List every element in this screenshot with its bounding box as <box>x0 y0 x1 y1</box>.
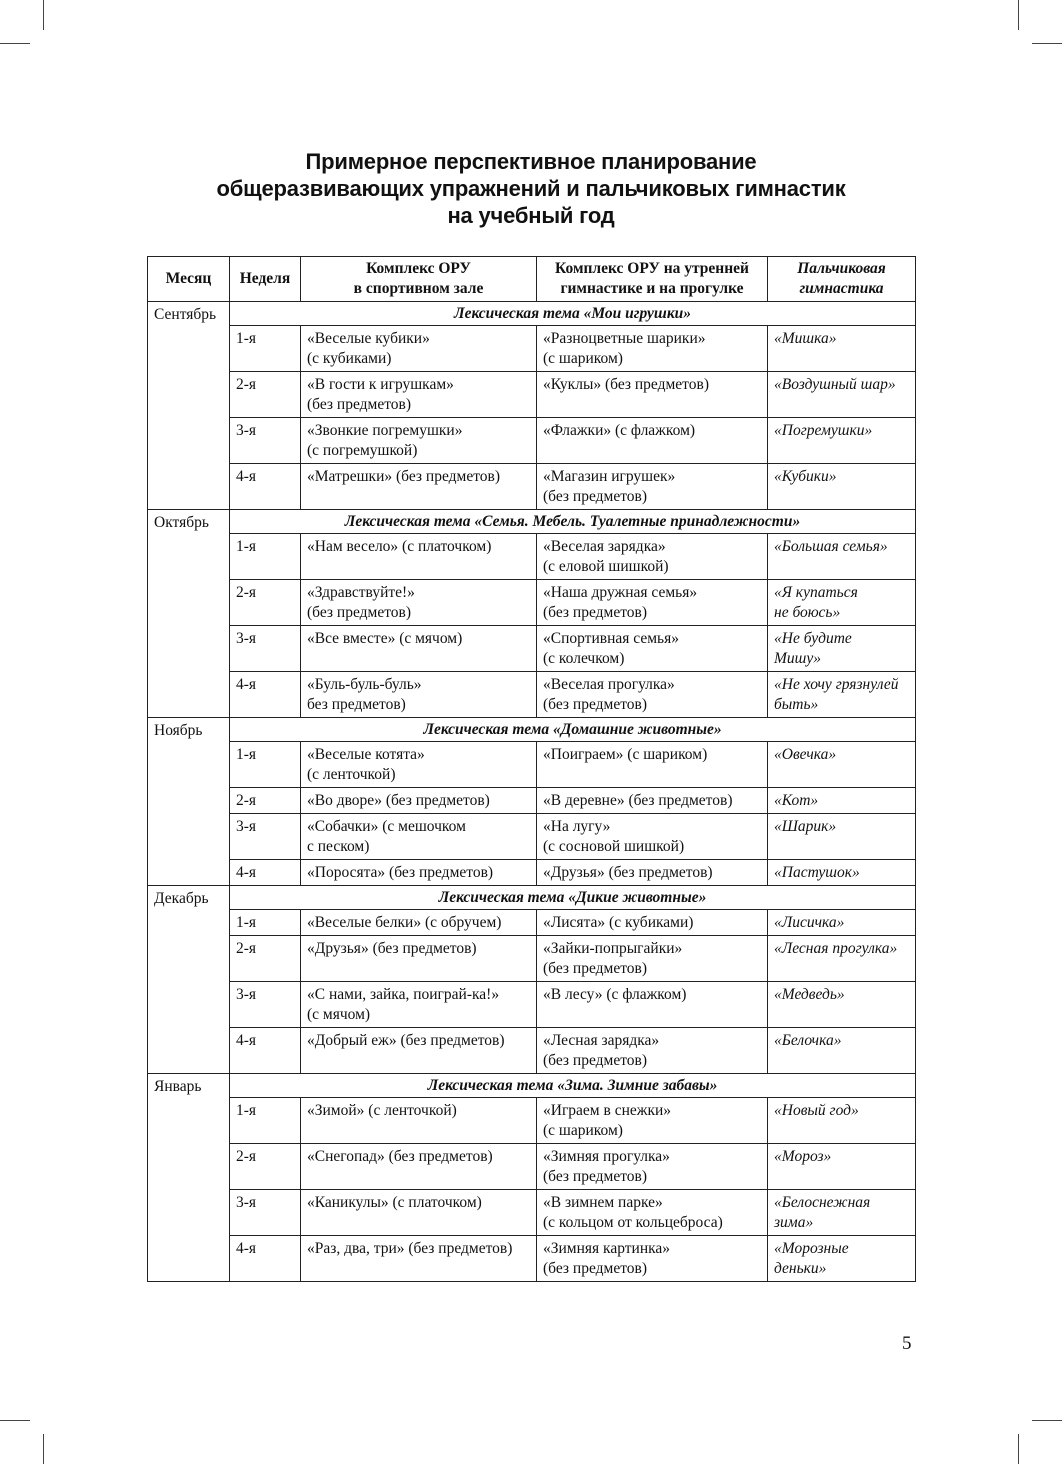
finger-gymnastics-cell: «Белочка» <box>768 1028 916 1074</box>
morning-complex-cell: «Наша дружная семья» (без предметов) <box>537 580 768 626</box>
header-morning-complex: Комплекс ОРУ на утренней гимнастике и на прогулке <box>537 257 768 302</box>
theme-row <box>148 510 916 534</box>
week-cell: 1-я <box>230 742 301 788</box>
crop-mark <box>0 1420 30 1421</box>
week-cell: 3-я <box>230 982 301 1028</box>
finger-gymnastics-cell: «Я купаться не боюсь» <box>768 580 916 626</box>
gym-complex-cell: «Нам весело» (с платочком) <box>301 534 537 580</box>
finger-gymnastics-cell: «Не хочу грязнулей быть» <box>768 672 916 718</box>
morning-complex-cell: «Друзья» (без предметов) <box>537 860 768 886</box>
gym-complex-cell: «Все вместе» (с мячом) <box>301 626 537 672</box>
theme-row <box>148 302 916 326</box>
table-row <box>148 814 916 860</box>
morning-complex-cell: «Веселая прогулка» (без предметов) <box>537 672 768 718</box>
morning-complex-cell: «Магазин игрушек» (без предметов) <box>537 464 768 510</box>
week-cell: 1-я <box>230 1098 301 1144</box>
table-row <box>148 982 916 1028</box>
title-line-2: общеразвивающих упражнений и пальчиковых гимнастик <box>216 176 846 201</box>
week-cell: 4-я <box>230 1028 301 1074</box>
morning-complex-cell: «Лисята» (с кубиками) <box>537 910 768 936</box>
planning-table <box>147 256 916 1282</box>
week-cell: 2-я <box>230 580 301 626</box>
lexical-theme: Лексическая тема «Семья. Мебель. Туалетные принадлежности» <box>230 510 916 534</box>
header-gym-complex: Комплекс ОРУ в спортивном зале <box>301 257 537 302</box>
finger-gymnastics-cell: «Воздушный шар» <box>768 372 916 418</box>
finger-gymnastics-cell: «Пастушок» <box>768 860 916 886</box>
week-cell: 3-я <box>230 626 301 672</box>
gym-complex-cell: «Снегопад» (без предметов) <box>301 1144 537 1190</box>
table-row <box>148 372 916 418</box>
week-cell: 3-я <box>230 1190 301 1236</box>
table-row <box>148 418 916 464</box>
morning-complex-cell: «Спортивная семья» (с колечком) <box>537 626 768 672</box>
theme-row <box>148 1074 916 1098</box>
morning-complex-cell: «Куклы» (без предметов) <box>537 372 768 418</box>
morning-complex-cell: «В деревне» (без предметов) <box>537 788 768 814</box>
morning-complex-cell: «Зимняя картинка» (без предметов) <box>537 1236 768 1282</box>
morning-complex-cell: «Поиграем» (с шариком) <box>537 742 768 788</box>
morning-complex-cell: «В зимнем парке» (с кольцом от кольцеброса) <box>537 1190 768 1236</box>
gym-complex-cell: «С нами, зайка, поиграй-ка!» (с мячом) <box>301 982 537 1028</box>
table-row <box>148 742 916 788</box>
week-cell: 1-я <box>230 534 301 580</box>
morning-complex-cell: «В лесу» (с флажком) <box>537 982 768 1028</box>
lexical-theme: Лексическая тема «Домашние животные» <box>230 718 916 742</box>
gym-complex-cell: «Веселые кубики» (с кубиками) <box>301 326 537 372</box>
finger-gymnastics-cell: «Медведь» <box>768 982 916 1028</box>
gym-complex-cell: «Во дворе» (без предметов) <box>301 788 537 814</box>
week-cell: 1-я <box>230 326 301 372</box>
table-row <box>148 464 916 510</box>
crop-mark <box>1018 0 1019 30</box>
table-header-row <box>148 257 916 302</box>
month-cell: Октябрь <box>148 510 230 718</box>
week-cell: 2-я <box>230 372 301 418</box>
header-finger-gymnastics: Пальчиковая гимнастика <box>768 257 916 302</box>
finger-gymnastics-cell: «Шарик» <box>768 814 916 860</box>
gym-complex-cell: «Друзья» (без предметов) <box>301 936 537 982</box>
gym-complex-cell: «Матрешки» (без предметов) <box>301 464 537 510</box>
crop-mark <box>43 0 44 30</box>
morning-complex-cell: «Флажки» (с флажком) <box>537 418 768 464</box>
week-cell: 4-я <box>230 464 301 510</box>
finger-gymnastics-cell: «Лесная прогулка» <box>768 936 916 982</box>
morning-complex-cell: «Зимняя прогулка» (без предметов) <box>537 1144 768 1190</box>
gym-complex-cell: «Собачки» (с мешочком с песком) <box>301 814 537 860</box>
gym-complex-cell: «Веселые котята» (с ленточкой) <box>301 742 537 788</box>
finger-gymnastics-cell: «Овечка» <box>768 742 916 788</box>
gym-complex-cell: «Раз, два, три» (без предметов) <box>301 1236 537 1282</box>
page-number: 5 <box>902 1333 912 1354</box>
finger-gymnastics-cell: «Кубики» <box>768 464 916 510</box>
table-row <box>148 910 916 936</box>
finger-gymnastics-cell: «Мишка» <box>768 326 916 372</box>
lexical-theme: Лексическая тема «Зима. Зимние забавы» <box>230 1074 916 1098</box>
table-row <box>148 1236 916 1282</box>
table-row <box>148 1098 916 1144</box>
table-row <box>148 1028 916 1074</box>
table-row <box>148 1190 916 1236</box>
finger-gymnastics-cell: «Новый год» <box>768 1098 916 1144</box>
morning-complex-cell: «Разноцветные шарики» (с шариком) <box>537 326 768 372</box>
morning-complex-cell: «На лугу» (с сосновой шишкой) <box>537 814 768 860</box>
gym-complex-cell: «Буль-буль-буль» без предметов) <box>301 672 537 718</box>
gym-complex-cell: «Звонкие погремушки» (с погремушкой) <box>301 418 537 464</box>
theme-row <box>148 718 916 742</box>
table-row <box>148 326 916 372</box>
finger-gymnastics-cell: «Лисичка» <box>768 910 916 936</box>
table-row <box>148 626 916 672</box>
week-cell: 3-я <box>230 814 301 860</box>
week-cell: 1-я <box>230 910 301 936</box>
morning-complex-cell: «Играем в снежки» (с шариком) <box>537 1098 768 1144</box>
month-cell: Сентябрь <box>148 302 230 510</box>
crop-mark <box>43 1434 44 1464</box>
week-cell: 4-я <box>230 1236 301 1282</box>
week-cell: 2-я <box>230 788 301 814</box>
table-row <box>148 580 916 626</box>
table-row <box>148 936 916 982</box>
header-week: Неделя <box>230 257 301 302</box>
week-cell: 2-я <box>230 1144 301 1190</box>
table-row <box>148 1144 916 1190</box>
finger-gymnastics-cell: «Белоснежная зима» <box>768 1190 916 1236</box>
week-cell: 4-я <box>230 860 301 886</box>
gym-complex-cell: «Каникулы» (с платочком) <box>301 1190 537 1236</box>
gym-complex-cell: «Добрый еж» (без предметов) <box>301 1028 537 1074</box>
week-cell: 4-я <box>230 672 301 718</box>
month-cell: Январь <box>148 1074 230 1282</box>
lexical-theme: Лексическая тема «Мои игрушки» <box>230 302 916 326</box>
title-line-3: на учебный год <box>447 203 615 228</box>
morning-complex-cell: «Лесная зарядка» (без предметов) <box>537 1028 768 1074</box>
theme-row <box>148 886 916 910</box>
gym-complex-cell: «Зимой» (с ленточкой) <box>301 1098 537 1144</box>
gym-complex-cell: «В гости к игрушкам» (без предметов) <box>301 372 537 418</box>
table-row <box>148 534 916 580</box>
week-cell: 2-я <box>230 936 301 982</box>
week-cell: 3-я <box>230 418 301 464</box>
table-body <box>148 302 916 1282</box>
crop-mark <box>1018 1434 1019 1464</box>
header-month: Месяц <box>148 257 230 302</box>
finger-gymnastics-cell: «Не будите Мишу» <box>768 626 916 672</box>
gym-complex-cell: «Здравствуйте!» (без предметов) <box>301 580 537 626</box>
crop-mark <box>0 43 30 44</box>
page-title <box>0 148 1062 229</box>
crop-mark <box>1032 1420 1062 1421</box>
table-row <box>148 860 916 886</box>
finger-gymnastics-cell: «Кот» <box>768 788 916 814</box>
finger-gymnastics-cell: «Морозные деньки» <box>768 1236 916 1282</box>
finger-gymnastics-cell: «Большая семья» <box>768 534 916 580</box>
finger-gymnastics-cell: «Погремушки» <box>768 418 916 464</box>
table-row <box>148 788 916 814</box>
morning-complex-cell: «Зайки-попрыгайки» (без предметов) <box>537 936 768 982</box>
month-cell: Ноябрь <box>148 718 230 886</box>
crop-mark <box>1032 43 1062 44</box>
finger-gymnastics-cell: «Мороз» <box>768 1144 916 1190</box>
month-cell: Декабрь <box>148 886 230 1074</box>
title-line-1: Примерное перспективное планирование <box>305 149 757 174</box>
gym-complex-cell: «Веселые белки» (с обручем) <box>301 910 537 936</box>
gym-complex-cell: «Поросята» (без предметов) <box>301 860 537 886</box>
morning-complex-cell: «Веселая зарядка» (с еловой шишкой) <box>537 534 768 580</box>
table-row <box>148 672 916 718</box>
lexical-theme: Лексическая тема «Дикие животные» <box>230 886 916 910</box>
